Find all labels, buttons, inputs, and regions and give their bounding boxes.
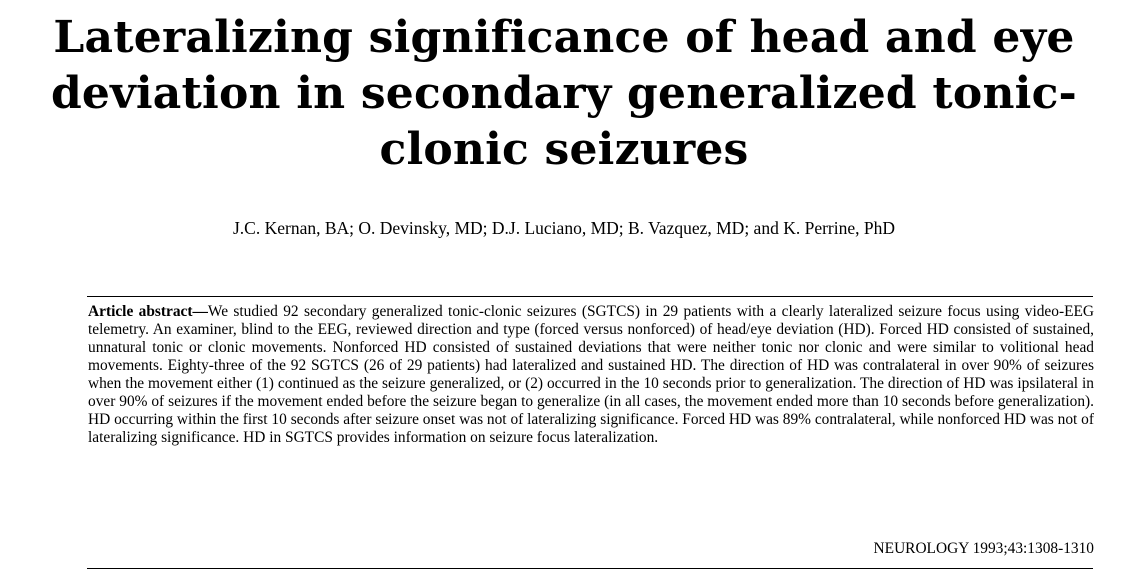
article-title: Lateralizing significance of head and eye deviation in secondary generalized tonic-clonic seizures <box>50 12 1078 175</box>
abstract-heading-label: Article abstract <box>88 303 193 320</box>
abstract-heading <box>88 303 208 320</box>
abstract-heading-separator: — <box>192 303 208 320</box>
article-abstract <box>88 303 1094 447</box>
journal-citation: NEUROLOGY 1993;43:1308-1310 <box>873 540 1094 557</box>
author-list: J.C. Kernan, BA; O. Devinsky, MD; D.J. Luciano, MD; B. Vazquez, MD; and K. Perrine, PhD <box>232 218 895 238</box>
abstract-bottom-rule <box>87 568 1093 569</box>
abstract-body: We studied 92 secondary generalized tonic-clonic seizures (SGTCS) in 29 patients with a clearly lateralized seizure focus using video-EEG telemetry. An examiner, blind to the EEG, reviewed direction and type (forced versus nonforced) of head/eye deviation (HD). Forced HD consisted of sustained, unnatural tonic or clonic movements. Nonforced HD consisted of sustained deviations that were neither tonic nor clonic and were similar to volitional head movements. Eighty-three of the 92 SGTCS (26 of 29 patients) had lateralized and sustained HD. The direction of HD was contralateral in over 90% of seizures when the movement either (1) continued as the seizure generalized, or (2) occurred in the 10 seconds prior to generalization. The direction of HD was ipsilateral in over 90% of seizures if the movement ended before the seizure began to generalize (in all cases, the movement ended more than 10 seconds before generalization). HD occurring within the first 10 seconds after seizure onset was not of lateralizing significance. Forced HD was 89% contralateral, while nonforced HD was not of lateralizing significance. HD in SGTCS provides information on seizure focus lateralization. <box>88 303 1094 446</box>
abstract-top-rule <box>87 296 1093 297</box>
